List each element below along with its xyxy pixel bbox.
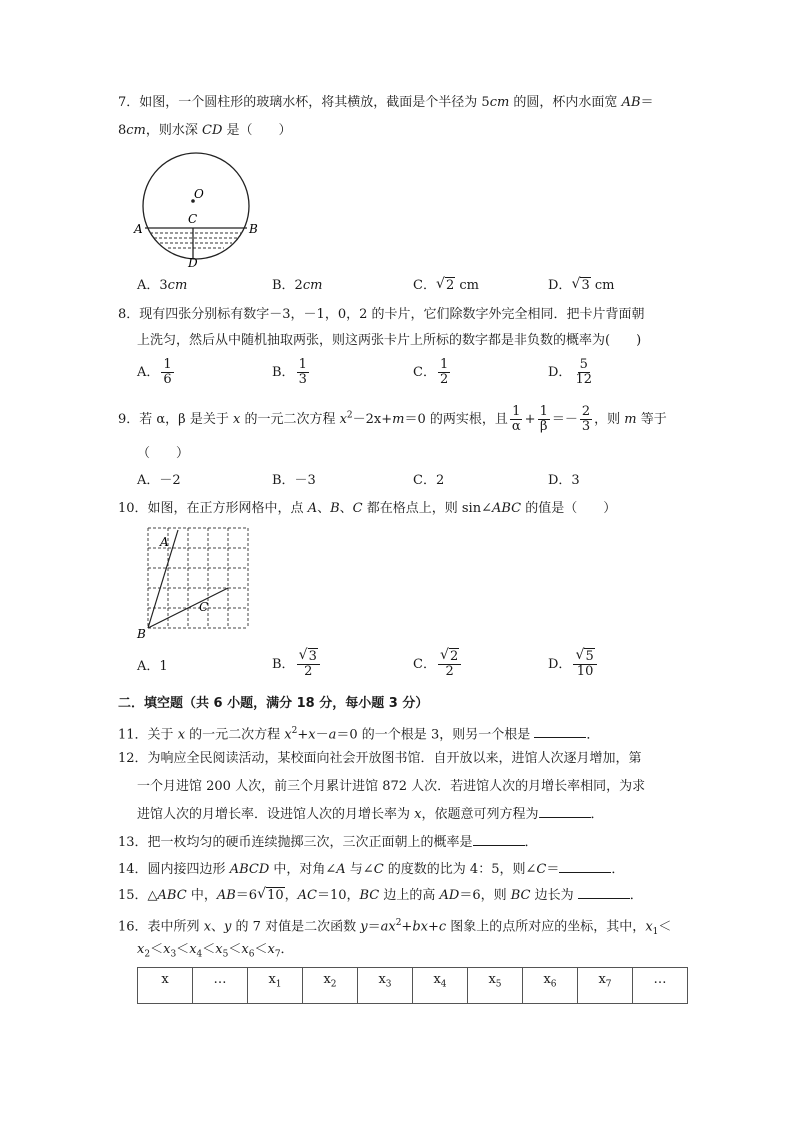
- q7-water-dashes: [150, 233, 242, 248]
- q12-answer-blank[interactable]: [539, 805, 591, 818]
- q9-option-c[interactable]: C．2: [413, 473, 445, 488]
- q16-table-cell-x4: $x_4$: [413, 968, 468, 1004]
- q9-option-a[interactable]: A．－2: [137, 473, 181, 488]
- q16-table-ellipsis-left: …: [193, 968, 248, 1004]
- q16-line2: $x_2<x_3<x_4<x_5<x_6<x_7$．: [137, 942, 294, 960]
- q7-label-o: O: [194, 187, 204, 201]
- q8-line2: 上洗匀，然后从中随机抽取两张，则这两张卡片上所标的数字都是非负数的概率为( ): [137, 333, 642, 348]
- q7-number: 7．: [118, 95, 140, 110]
- q10-line1: 10．如图，在正方形网格中，点 A、B、C 都在格点上，则 sin∠ABC 的值是（ ）: [118, 501, 617, 516]
- q8-option-d[interactable]: D． $\frac{5}{12}$: [548, 357, 592, 387]
- q11-answer-blank[interactable]: [534, 725, 586, 738]
- q16-table-cell-x6: $x_6$: [523, 968, 578, 1004]
- q7-line1: 7．如图，一个圆柱形的玻璃水杯，将其横放，截面是个半径为 5cm 的圆，杯内水面宽 AB＝: [118, 95, 654, 110]
- q9-option-d[interactable]: D．3: [548, 473, 580, 488]
- q16-table-cell-x2: $x_2$: [303, 968, 358, 1004]
- q12-line1: 12．为响应全民阅读活动，某校面向社会开放图书馆．自开放以来，进馆人次逐月增加，第: [118, 751, 642, 766]
- q8-option-c[interactable]: C． $\frac{1}{2}$: [413, 357, 449, 387]
- q8-line1: 8．现有四张分别标有数字－3，－1，0，2 的卡片，它们除数字外完全相同．把卡片背面朝: [118, 307, 645, 322]
- section-2-heading: 二．填空题（共 6 小题，满分 18 分，每小题 3 分）: [118, 696, 429, 711]
- q7-label-b: B: [249, 222, 258, 236]
- q10-grid-figure: [136, 524, 252, 640]
- q8-option-a[interactable]: A． $\frac{1}{6}$: [137, 357, 172, 387]
- q8-option-b[interactable]: B． $\frac{1}{3}$: [272, 357, 307, 387]
- q12-line3: 进馆人次的月增长率．设进馆人次的月增长率为 x，依题意可列方程为 ．: [137, 807, 604, 822]
- q10-option-b[interactable]: B． √ $\frac{3}{2}$: [272, 650, 322, 679]
- q10-option-a[interactable]: A．1: [137, 659, 168, 674]
- q7-option-b[interactable]: B．2cm: [272, 278, 323, 293]
- q14-line: 14．圆内接四边形 ABCD 中，对角∠A 与∠C 的度数的比为 4：5，则∠C＝ ．: [118, 862, 625, 877]
- q15-line: 15．△ABC 中，AB＝6√ 10，AC＝10，BC 边上的高 AD＝6，则 BC 边长为 ．: [118, 886, 643, 906]
- q9-paren: （ ）: [137, 446, 190, 461]
- q10-label-b: B: [137, 627, 146, 640]
- q16-table-header-x: x: [138, 968, 193, 1004]
- q12-line2: 一个月进馆 200 人次，前三个月累计进馆 872 人次．若进馆人次的月增长率相同，为求: [137, 779, 646, 794]
- q7-line2: 8cm，则水深 CD 是（ ）: [118, 123, 292, 138]
- q10-label-a: A: [160, 535, 169, 549]
- q16-table-cell-x5: $x_5$: [468, 968, 523, 1004]
- q10-label-c: C: [199, 600, 209, 614]
- q7-label-a: A: [134, 222, 143, 236]
- q16-table-ellipsis-right: …: [633, 968, 688, 1004]
- q9-option-b[interactable]: B．－3: [272, 473, 316, 488]
- q9-line1: 9．若 α，β 是关于 x 的一元二次方程 $x^2-2x+m=0$ 的两实根，且 $\frac{1}{\alpha}$ + $\frac{1}{\beta}$ ＝－ $\frac{2}{3}$ ，则 m 等于: [118, 404, 667, 434]
- q7-label-c: C: [188, 212, 198, 226]
- q11-line: 11．关于 x 的一元二次方程 $x^2+x-a=0$ 的一个根是 3，则另一个根是 ．: [118, 726, 600, 743]
- q7-label-d: D: [188, 256, 198, 270]
- q7-option-c[interactable]: C．√ 2 cm: [413, 276, 479, 296]
- q13-line: 13．把一枚均匀的硬币连续抛掷三次，三次正面朝上的概率是 ．: [118, 835, 538, 850]
- q16-table-cell-x1: $x_1$: [248, 968, 303, 1004]
- q16-table-cell-x3: $x_3$: [358, 968, 413, 1004]
- q16-table: [137, 967, 688, 1004]
- q7-circle-figure: [132, 150, 262, 270]
- q10-option-d[interactable]: D． √ $\frac{5}{10}$: [548, 650, 599, 679]
- q16-table-cell-x7: $x_7$: [578, 968, 633, 1004]
- q13-answer-blank[interactable]: [473, 833, 525, 846]
- q14-answer-blank[interactable]: [559, 860, 611, 873]
- q7-option-a[interactable]: A．3cm: [137, 278, 188, 293]
- table-row: [138, 968, 688, 1004]
- q15-answer-blank[interactable]: [578, 886, 630, 899]
- q7-option-d[interactable]: D．√ 3 cm: [548, 276, 614, 296]
- q16-line1: 16．表中所列 x、y 的 7 对值是二次函数 $y=ax^2+bx+c$ 图象上的点所对应的坐标，其中，$x_1<$: [118, 918, 672, 937]
- q10-option-c[interactable]: C． √ $\frac{2}{2}$: [413, 650, 463, 679]
